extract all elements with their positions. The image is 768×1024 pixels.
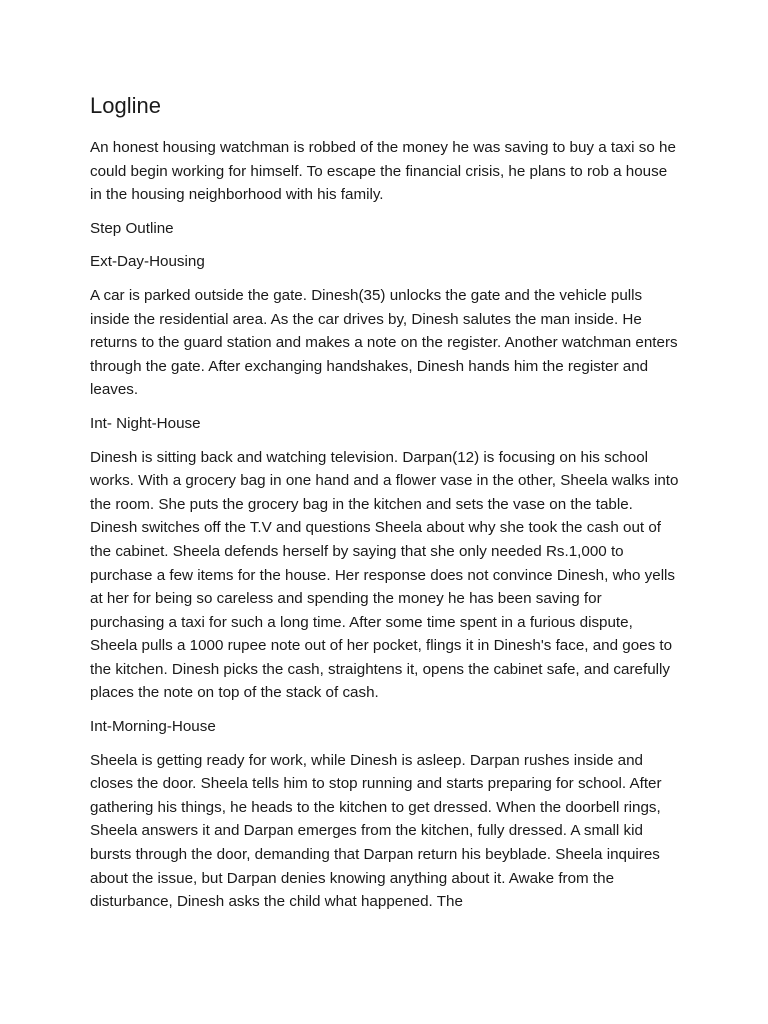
logline-paragraph: An honest housing watchman is robbed of the money he was saving to buy a taxi so he could begin working for himself. To escape the financial crisis, he plans to rob a house in the housing neighborhood with his family. [90,139,676,204]
document-title: Logline [90,93,161,118]
scene-text-1: A car is parked outside the gate. Dinesh(35) unlocks the gate and the vehicle pulls inside the residential area. As the car drives by, Dinesh salutes the man inside. He returns to the guard station and makes a note on the register. Another watchman enters through the gate. After exchanging handshakes, Dinesh hands him the register and leaves. [90,286,678,399]
scene-heading-2: Int- Night-House [90,414,201,432]
document-page [90,92,680,924]
step-outline-label: Step Outline [90,219,174,237]
scene-text-2: Dinesh is sitting back and watching television. Darpan(12) is focusing on his school works. With a grocery bag in one hand and a flower vase in the other, Sheela walks into the room. She puts the grocery bag in the kitchen and sets the vase on the table. Dinesh switches off the T.V and questions Sheela about why she took the cash out of the cabinet. Sheela defends herself by saying that she only needed Rs.1,000 to purchase a few items for the house. Her response does not convince Dinesh, who yells at her for being so careless and spending the money he has been saving for purchasing a taxi for such a long time. After some time spent in a furious dispute, Sheela pulls a 1000 rupee note out of her pocket, flings it in Dinesh's face, and goes to the kitchen. Dinesh picks the cash, straightens it, opens the cabinet safe, and carefully places the note on top of the stack of cash. [90,448,679,702]
scene-heading-3: Int-Morning-House [90,718,216,736]
scene-text-3: Sheela is getting ready for work, while Dinesh is asleep. Darpan rushes inside and closes the door. Sheela tells him to stop running and starts preparing for school. After gathering his things, he heads to the kitchen to get dressed. When the doorbell rings, Sheela answers it and Darpan emerges from the kitchen, fully dressed. A small kid bursts through the door, demanding that Darpan return his beyblade. Sheela inquires about the issue, but Darpan denies knowing anything about it. Awake from the disturbance, Dinesh asks the child what happened. The [90,751,662,911]
scene-heading-1: Ext-Day-Housing [90,253,205,271]
